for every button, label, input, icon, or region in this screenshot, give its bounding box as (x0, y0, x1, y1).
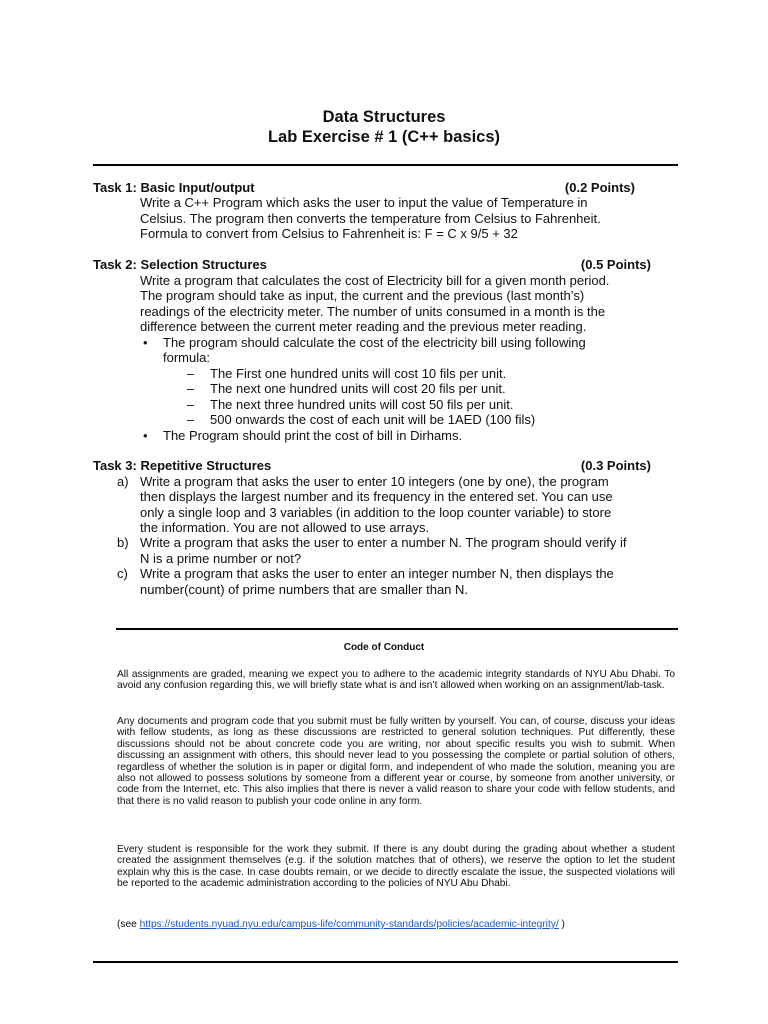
conduct-title: Code of Conduct (343, 642, 425, 653)
conduct-paragraph-3: Every student is responsible for the work they submit. If there is any doubt during the grading about whether a student created the assignment themselves (e.g. if the solution matches that of others), we reserve the option to let the student explain why this is the case. In case doubts remain, or we decide to directly escalate the issue, the suspected violations will be reported to the academic administration according to the policies of NYU Abu Dhabi. (117, 844, 675, 890)
task2-heading (93, 257, 653, 272)
task2-line: readings of the electricity meter. The number of units consumed in a month is the (140, 304, 606, 319)
conduct-paragraph-1: All assignments are graded, meaning we expect you to adhere to the academic integrity standards of NYU Abu Dhabi. To avoid any confusion regarding this, we will briefly state what is and isn’t allowed when working on an assignment/lab-task. (117, 669, 675, 692)
task3-item-line: Write a program that asks the user to enter a number N. The program should verify if (140, 535, 627, 550)
task3-item-label: b) (117, 535, 129, 550)
academic-integrity-link[interactable]: https://students.nyuad.nyu.edu/campus-life/community-standards/policies/academic-integrity/ (139, 919, 559, 930)
document-title: Data Structures (322, 108, 446, 126)
task3-item-line: Write a program that asks the user to enter 10 integers (one by one), the program (140, 474, 609, 489)
task2-line: The program should take as input, the current and the previous (last month’s) (140, 288, 585, 303)
top-divider (93, 164, 678, 166)
task1-points: (0.2 Points) (564, 180, 635, 195)
task2-sub-item: The next three hundred units will cost 50 fils per unit. (210, 397, 514, 412)
task2-line: Write a program that calculates the cost of Electricity bill for a given month period. (140, 273, 610, 288)
task2-bullet1-line: The program should calculate the cost of the electricity bill using following (163, 335, 586, 350)
task3-heading (93, 458, 653, 473)
task3-title: Task 3: Repetitive Structures (93, 458, 272, 473)
dash-marker: – (187, 412, 195, 427)
task2-points: (0.5 Points) (580, 257, 651, 272)
bottom-divider (93, 961, 678, 963)
task1-line: Write a C++ Program which asks the user to input the value of Temperature in (140, 195, 588, 210)
task1-line: Formula to convert from Celsius to Fahrenheit is: F = C x 9/5 + 32 (140, 226, 518, 241)
task2-sub-item: The next one hundred units will cost 20 fils per unit. (210, 381, 506, 396)
task3-item-label: c) (117, 566, 128, 581)
task2-sub-item: 500 onwards the cost of each unit will be 1AED (100 fils) (210, 412, 536, 427)
document-subtitle: Lab Exercise # 1 (C++ basics) (267, 128, 501, 146)
conduct-paragraph-2: Any documents and program code that you submit must be fully written by yourself. You can, of course, discuss your ideas with fellow students, as long as these discussions are restricted to general solution techniques. Put differently, these discussions should not be about concrete code you are writing, nor about specific results you wish to submit. When discussing an assignment with others, this should never lead to you possessing the complete or partial solution of others, regardless of whether the solution is in paper or digital form, and independent of who made the solution, meaning you are also not allowed to possess solutions by someone from a different year or course, by someone from another university, or code from the Internet, etc. This also implies that there is never a valid reason to share your code with fellow students, and that there is no valid reason to publish your code online in any form. (117, 716, 675, 807)
task2-sub-item: The First one hundred units will cost 10 fils per unit. (210, 366, 507, 381)
dash-marker: – (187, 381, 195, 396)
task3-item-line: Write a program that asks the user to enter an integer number N, then displays the (140, 566, 614, 581)
task3-points: (0.3 Points) (580, 458, 651, 473)
task2-line: difference between the current meter reading and the previous meter reading. (140, 319, 587, 334)
task3-item-line: N is a prime number or not? (140, 551, 302, 566)
reference-prefix: (see (117, 919, 137, 930)
task3-item-line: only a single loop and 3 variables (in addition to the loop counter variable) to store (140, 505, 612, 520)
dash-marker: – (187, 366, 195, 381)
task2-bullet2: The Program should print the cost of bill in Dirhams. (163, 428, 463, 443)
bullet-dot: • (143, 428, 148, 443)
task3-item-line: number(count) of prime numbers that are smaller than N. (140, 582, 469, 597)
dash-marker: – (187, 397, 195, 412)
middle-divider (116, 628, 678, 630)
task1-title: Task 1: Basic Input/output (93, 180, 255, 195)
task1-heading (93, 180, 653, 195)
bullet-dot: • (143, 335, 148, 350)
task3-item-label: a) (117, 474, 129, 489)
task3-item-line: the information. You are not allowed to use arrays. (140, 520, 430, 535)
task2-title: Task 2: Selection Structures (93, 257, 267, 272)
task3-item-line: then displays the largest number and its frequency in the entered set. You can use (140, 489, 613, 504)
reference-suffix: ) (561, 919, 565, 930)
task2-bullet1-line: formula: (163, 350, 210, 365)
conduct-reference (117, 919, 675, 930)
task1-line: Celsius. The program then converts the temperature from Celsius to Fahrenheit. (140, 211, 601, 226)
